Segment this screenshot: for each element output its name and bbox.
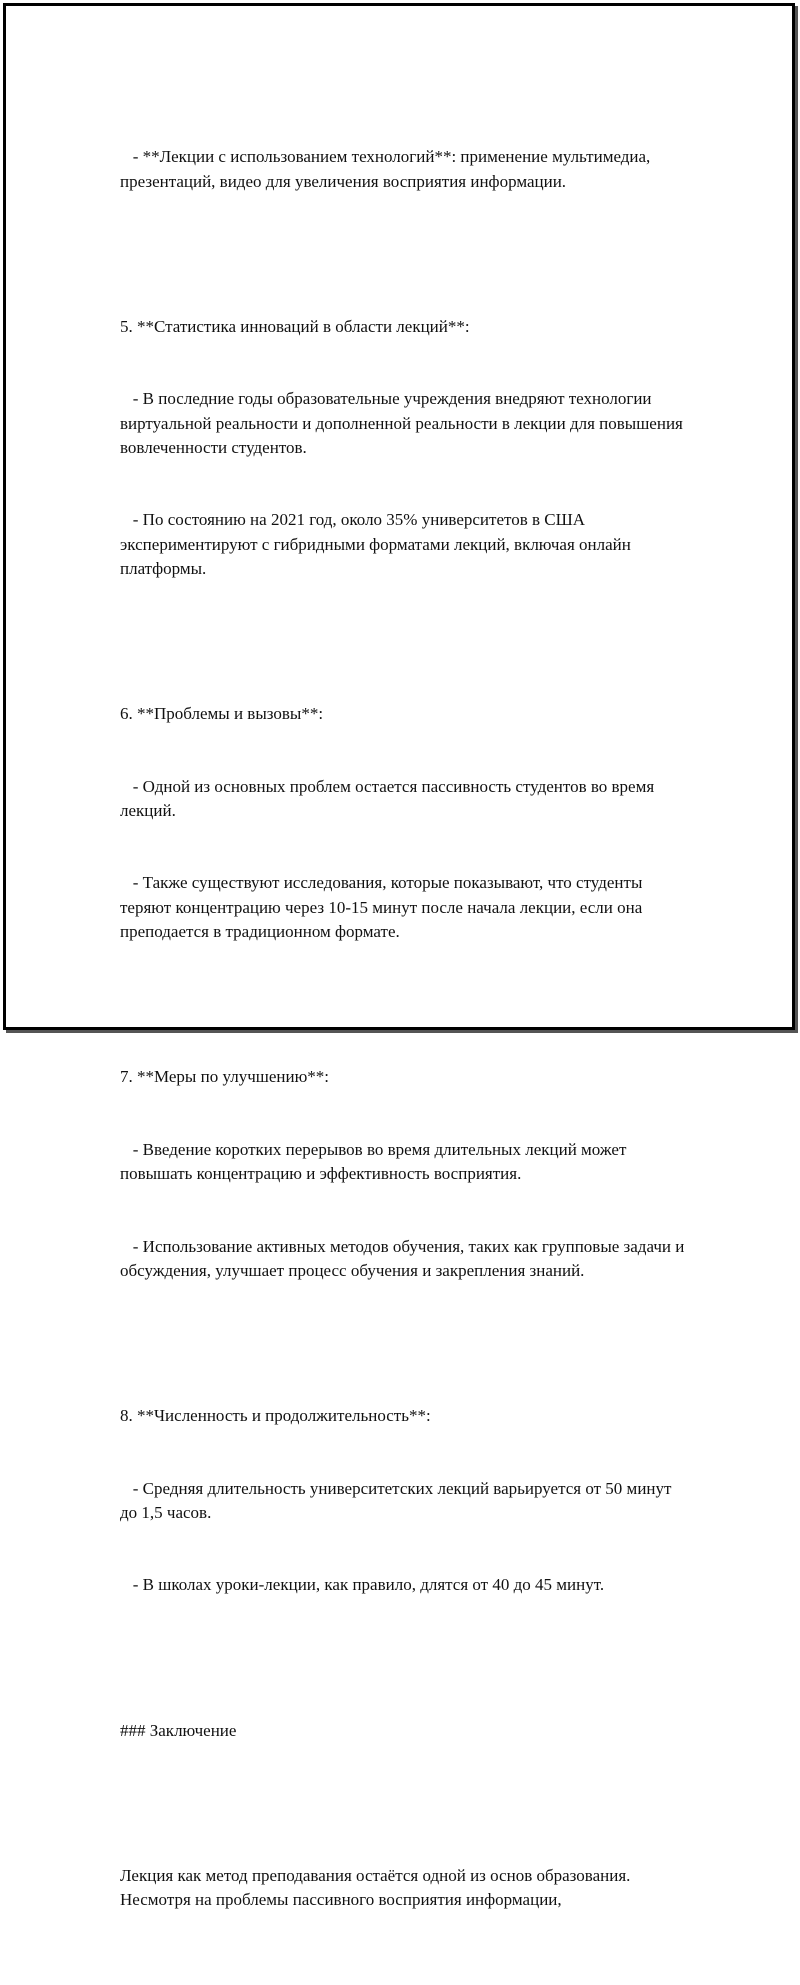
page-frame — [3, 3, 795, 1909]
list-item: - Введение коротких перерывов во время длительных лекций может повышать концентрацию и эффективность восприятия. — [120, 1139, 631, 1183]
conclusion-heading-block — [120, 1670, 690, 1791]
text-line: Лекция как метод преподавания остаётся одной из основ образования. Несмотря на проблемы пассивного восприятия информации, — [120, 1865, 635, 1909]
section-7-improvements — [120, 1017, 690, 1332]
conclusion-paragraph — [120, 1815, 690, 1960]
list-item: - В последние годы образовательные учреждения внедряют технологии виртуальной реальности и дополненной реальности в лекции для повышения вовлеченности студентов. — [120, 389, 688, 457]
paragraph-technology-lectures — [120, 97, 690, 242]
list-item: - Средняя длительность университетских лекций варьируется от 50 минут до 1,5 часов. — [120, 1478, 676, 1522]
section-heading: 5. **Статистика инноваций в области лекций**: — [120, 316, 470, 336]
list-item: - В школах уроки-лекции, как правило, длятся от 40 до 45 минут. — [120, 1575, 605, 1595]
conclusion-heading: ### Заключение — [120, 1720, 237, 1740]
document-body — [120, 97, 690, 1985]
section-6-problems — [120, 654, 690, 993]
list-item: - Использование активных методов обучения, таких как групповые задачи и обсуждения, улучшает процесс обучения и закрепления знаний. — [120, 1236, 689, 1280]
list-item: - По состоянию на 2021 год, около 35% университетов в США экспериментируют с гибридными форматами лекций, включая онлайн платформы. — [120, 510, 636, 578]
section-heading: 6. **Проблемы и вызовы**: — [120, 704, 324, 724]
list-item: - Одной из основных проблем остается пассивность студентов во время лекций. — [120, 776, 659, 820]
list-item: - Также существуют исследования, которые показывают, что студенты теряют концентрацию через 10-15 минут после начала лекции, если она преподается в традиционном формате. — [120, 873, 647, 941]
text-line: - **Лекции с использованием технологий**: применение мультимедиа, презентаций, видео для увеличения восприятия информации. — [120, 147, 655, 191]
section-5-innovation-statistics — [120, 266, 690, 629]
section-8-duration — [120, 1356, 690, 1646]
section-heading: 8. **Численность и продолжительность**: — [120, 1405, 431, 1425]
section-heading: 7. **Меры по улучшению**: — [120, 1067, 329, 1087]
